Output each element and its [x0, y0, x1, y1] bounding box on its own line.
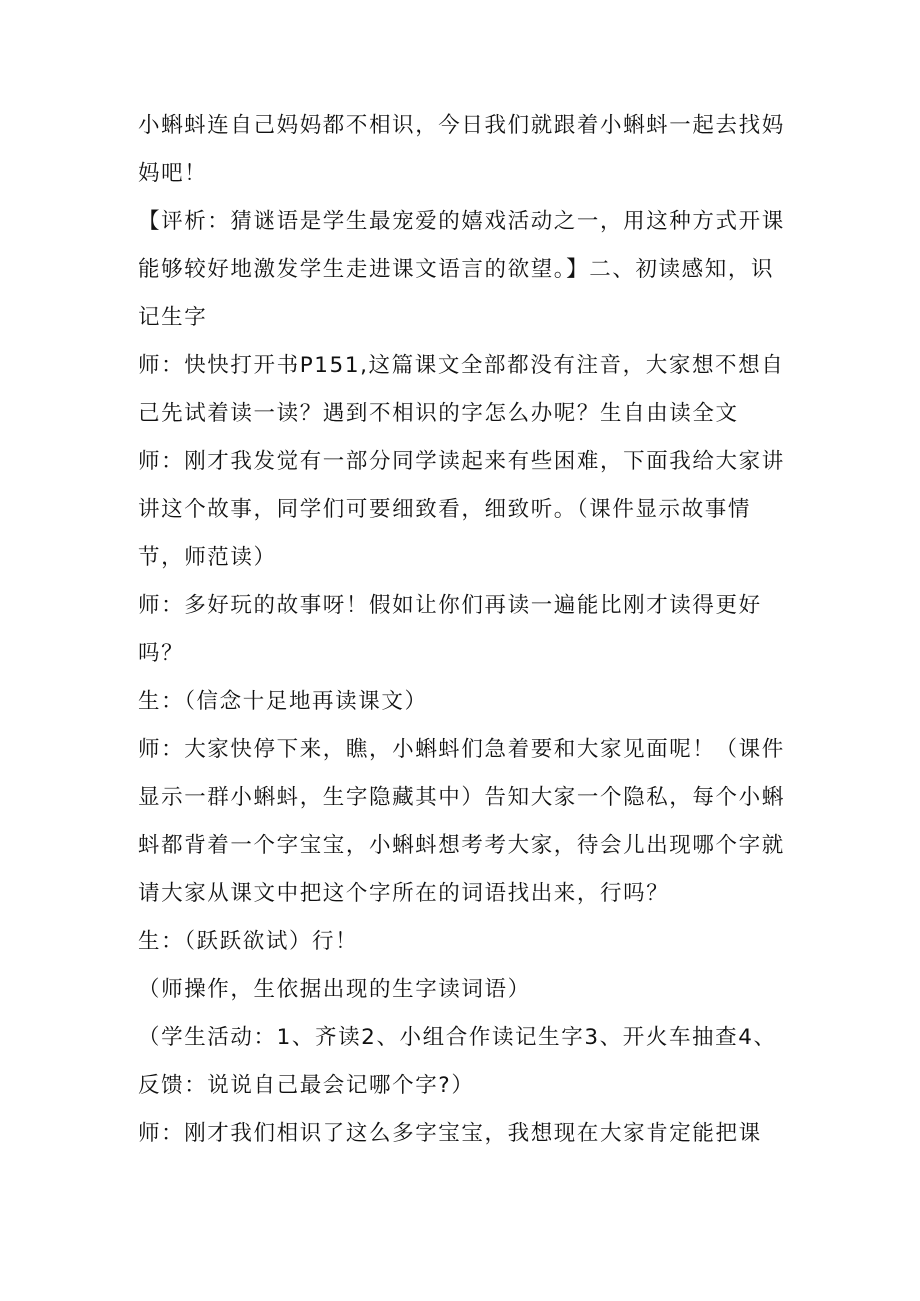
- paragraph-intro: 小蝌蚪连自己妈妈都不相识，今日我们就跟着小蝌蚪一起去找妈妈吧！: [138, 113, 785, 186]
- paragraph-teacher-operate: （师操作，生依据出现的生字读词语）: [138, 977, 531, 1002]
- paragraph-student-activities: （学生活动：1、齐读2、小组合作读记生字3、开火车抽查4、反馈：说说自己最会记哪个字?）: [138, 1025, 777, 1098]
- paragraph-student-reread: 生：（信念十足地再读课文）: [138, 689, 428, 714]
- paragraph-teacher-reread: 师：多好玩的故事呀！假如让你们再读一遍能比刚才读得更好吗？: [138, 593, 762, 666]
- paragraph-student-eager: 生：（跃跃欲试）行！: [138, 929, 359, 954]
- paragraph-teacher-story: 师：刚才我发觉有一部分同学读起来有些困难，下面我给大家讲讲这个故事，同学们可要细致看，细致听。（课件显示故事情节，师范读）: [138, 449, 785, 570]
- paragraph-commentary: 【评析：猜谜语是学生最宠爱的嬉戏活动之一，用这种方式开课能够较好地激发学生走进课文语言的欲望。】二、初读感知，识记生字: [138, 209, 785, 330]
- document-body: [138, 102, 788, 1158]
- paragraph-teacher-open-book: 师：快快打开书P151,这篇课文全部都没有注音，大家想不想自己先试着读一读？遇到不相识的字怎么办呢？生自由读全文: [138, 353, 785, 426]
- paragraph-teacher-tadpoles: 师：大家快停下来，瞧，小蝌蚪们急着要和大家见面呢！（课件显示一群小蝌蚪，生字隐藏其中）告知大家一个隐私，每个小蝌蚪都背着一个字宝宝，小蝌蚪想考考大家，待会儿出现哪个字就请大家从课文中把这个字所在的词语找出来，行吗？: [138, 737, 785, 906]
- paragraph-teacher-closing: 师：刚才我们相识了这么多字宝宝，我想现在大家肯定能把课: [138, 1121, 762, 1146]
